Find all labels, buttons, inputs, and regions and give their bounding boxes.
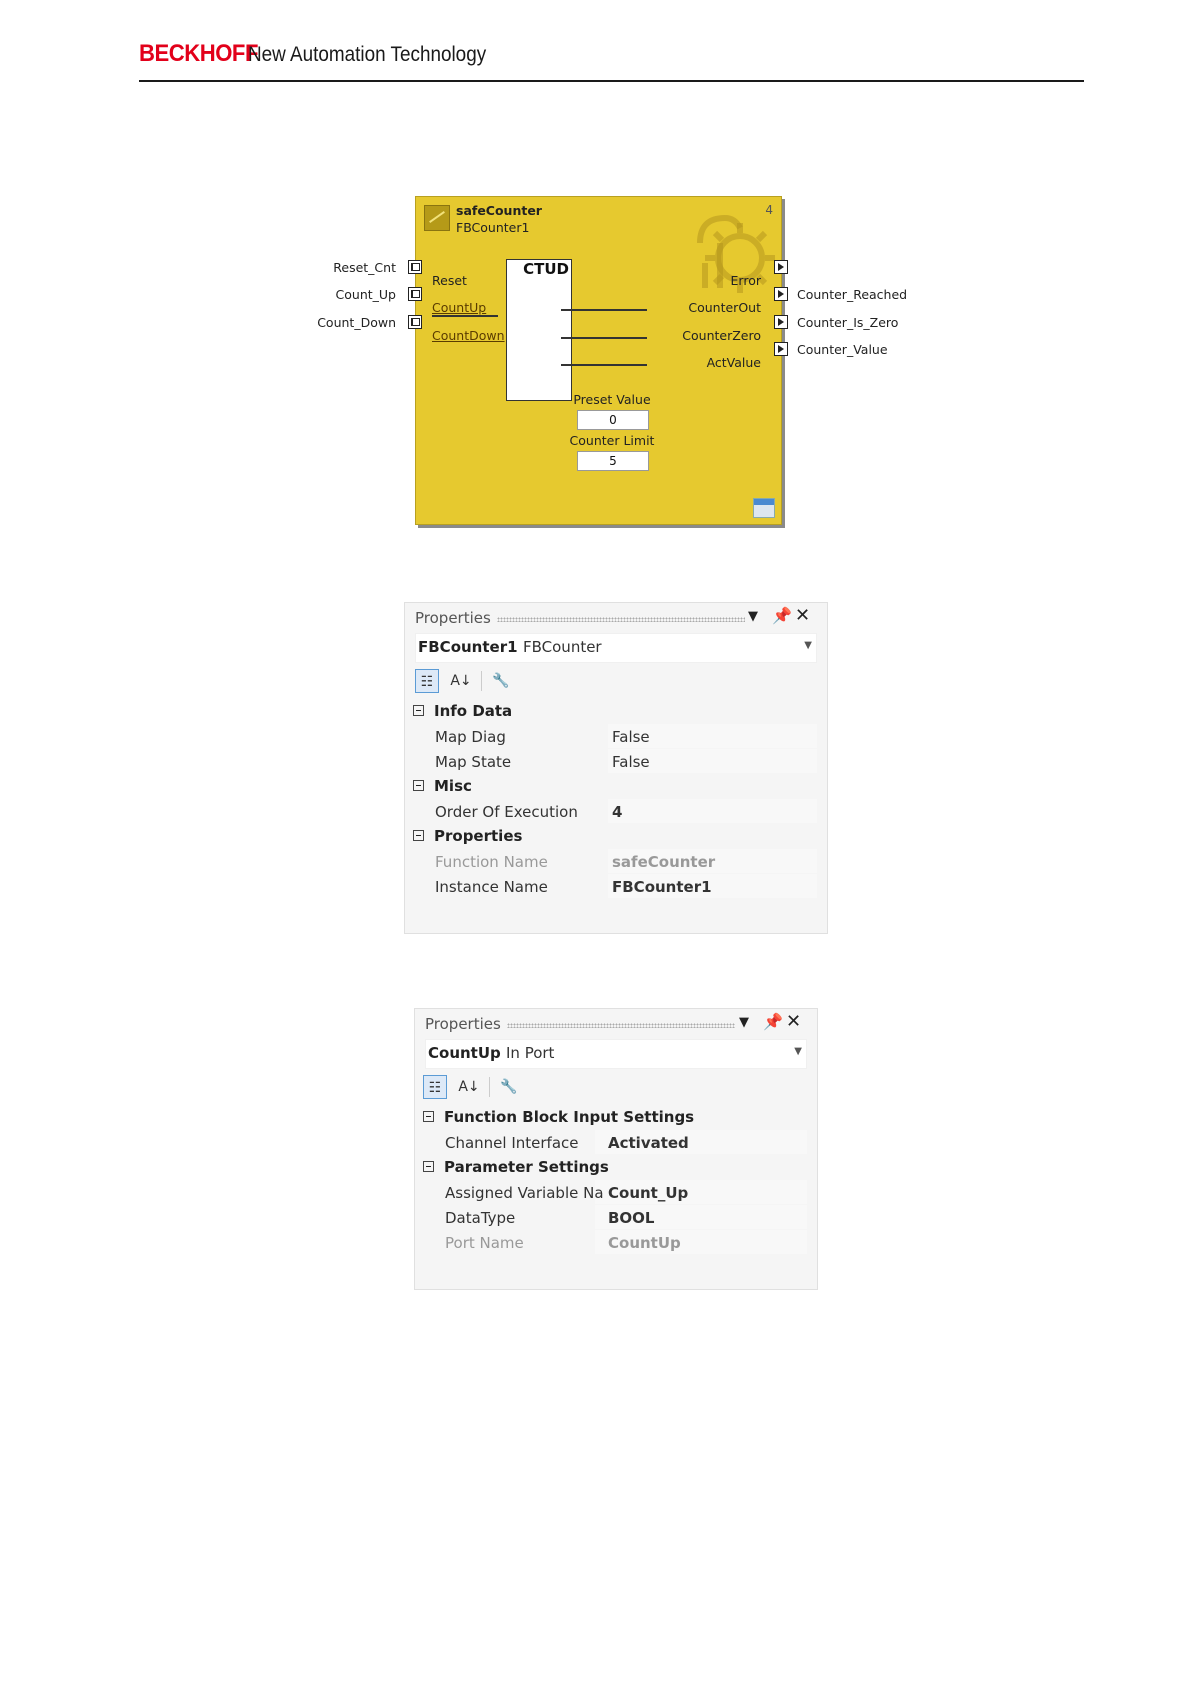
output-port-actvalue-label[interactable]: ActValue bbox=[706, 355, 761, 370]
dropdown-arrow-icon[interactable]: ▼ bbox=[739, 1015, 749, 1030]
category-function-block-input-settings[interactable] bbox=[415, 1105, 817, 1130]
property-row[interactable] bbox=[415, 1180, 817, 1205]
execution-order: 4 bbox=[765, 203, 773, 217]
alphabetical-sort-icon[interactable]: A↓ bbox=[458, 1079, 480, 1095]
property-value[interactable]: False bbox=[612, 753, 650, 771]
collapse-icon[interactable] bbox=[413, 705, 424, 716]
input-port-countup-label[interactable]: CountUp bbox=[432, 300, 487, 315]
property-pages-icon[interactable]: 🔧 bbox=[500, 1079, 518, 1095]
output-variable-counter-is-zero: Counter_Is_Zero bbox=[797, 315, 899, 330]
input-variable-reset-cnt: Reset_Cnt bbox=[333, 260, 396, 275]
function-block-diagram bbox=[300, 190, 920, 530]
property-label: Function Name bbox=[435, 853, 548, 871]
gear-watermark-icon bbox=[685, 203, 775, 303]
counterout-wire bbox=[561, 309, 647, 311]
counter-limit-label: Counter Limit bbox=[569, 433, 655, 448]
input-port-reset-icon[interactable] bbox=[408, 260, 422, 274]
object-type: FBCounter bbox=[523, 638, 602, 656]
collapse-icon[interactable] bbox=[413, 830, 424, 841]
collapse-icon[interactable] bbox=[423, 1111, 434, 1122]
object-name: CountUp bbox=[428, 1044, 501, 1062]
alphabetical-sort-icon[interactable]: A↓ bbox=[450, 673, 472, 689]
properties-title: Properties bbox=[425, 1015, 501, 1033]
brand-logo: BECKHOFF bbox=[139, 40, 258, 67]
property-row[interactable] bbox=[405, 799, 827, 824]
output-port-counterout-icon[interactable] bbox=[774, 287, 788, 301]
property-pages-icon[interactable]: 🔧 bbox=[492, 673, 510, 689]
close-icon[interactable]: ✕ bbox=[795, 605, 811, 626]
chevron-down-icon[interactable]: ▼ bbox=[794, 1046, 802, 1057]
object-selector[interactable] bbox=[425, 1039, 807, 1069]
property-value[interactable]: Count_Up bbox=[608, 1184, 689, 1202]
property-value: CountUp bbox=[608, 1234, 681, 1252]
input-variable-count-down: Count_Down bbox=[317, 315, 396, 330]
category-name: Info Data bbox=[434, 702, 513, 720]
drag-grip[interactable] bbox=[507, 1023, 735, 1028]
ctud-title: CTUD bbox=[523, 260, 569, 278]
properties-panel-countup bbox=[414, 1008, 818, 1290]
output-port-actvalue-icon[interactable] bbox=[774, 342, 788, 356]
toolbar-separator bbox=[481, 671, 482, 691]
categorized-view-icon[interactable]: ☷ bbox=[423, 1075, 447, 1099]
property-value[interactable]: 4 bbox=[612, 803, 623, 821]
property-row[interactable] bbox=[405, 724, 827, 749]
property-label: Map Diag bbox=[435, 728, 506, 746]
property-row[interactable] bbox=[415, 1205, 817, 1230]
property-label: Map State bbox=[435, 753, 512, 771]
property-value[interactable]: False bbox=[612, 728, 650, 746]
collapse-icon[interactable] bbox=[413, 780, 424, 791]
input-port-reset-label[interactable]: Reset bbox=[432, 273, 467, 288]
input-port-countdown-icon[interactable] bbox=[408, 315, 422, 329]
categorized-view-icon[interactable]: ☷ bbox=[415, 669, 439, 693]
category-name: Properties bbox=[434, 827, 523, 845]
object-selector[interactable] bbox=[415, 633, 817, 663]
counter-limit-field[interactable]: 5 bbox=[577, 451, 649, 471]
property-label: Port Name bbox=[445, 1234, 524, 1252]
dropdown-arrow-icon[interactable]: ▼ bbox=[748, 609, 758, 624]
property-label: Instance Name bbox=[435, 878, 548, 896]
category-name: Misc bbox=[434, 777, 472, 795]
object-type: In Port bbox=[506, 1044, 555, 1062]
ctud-block[interactable] bbox=[506, 259, 572, 401]
category-name: Parameter Settings bbox=[444, 1158, 609, 1176]
output-port-counterzero-icon[interactable] bbox=[774, 315, 788, 329]
property-label: DataType bbox=[445, 1209, 516, 1227]
property-row[interactable] bbox=[415, 1230, 817, 1255]
property-label: Channel Interface bbox=[445, 1134, 579, 1152]
properties-titlebar bbox=[405, 603, 827, 633]
collapse-icon[interactable] bbox=[423, 1161, 434, 1172]
object-name: FBCounter1 bbox=[418, 638, 518, 656]
drag-grip[interactable] bbox=[497, 617, 745, 622]
output-port-counterout-label[interactable]: CounterOut bbox=[688, 300, 761, 315]
function-block[interactable] bbox=[415, 196, 782, 525]
property-row[interactable] bbox=[405, 849, 827, 874]
properties-toolbar bbox=[415, 1069, 817, 1105]
property-value[interactable]: Activated bbox=[608, 1134, 689, 1152]
properties-toolbar bbox=[405, 663, 827, 699]
input-variable-count-up: Count_Up bbox=[335, 287, 396, 302]
category-parameter-settings[interactable] bbox=[415, 1155, 817, 1180]
countup-wire bbox=[432, 315, 498, 317]
output-port-error-icon[interactable] bbox=[774, 260, 788, 274]
counterzero-wire bbox=[561, 337, 647, 339]
properties-title: Properties bbox=[415, 609, 491, 627]
property-row[interactable] bbox=[405, 874, 827, 899]
category-properties[interactable] bbox=[405, 824, 827, 849]
resize-handle-icon[interactable] bbox=[753, 498, 775, 518]
pin-icon[interactable]: 📌 bbox=[772, 606, 792, 625]
category-info-data[interactable] bbox=[405, 699, 827, 724]
property-value[interactable]: FBCounter1 bbox=[612, 878, 712, 896]
preset-value-label: Preset Value bbox=[573, 392, 651, 407]
input-port-countup-icon[interactable] bbox=[408, 287, 422, 301]
chevron-down-icon[interactable]: ▼ bbox=[804, 640, 812, 651]
preset-value-field[interactable]: 0 bbox=[577, 410, 649, 430]
properties-titlebar bbox=[415, 1009, 817, 1039]
property-row[interactable] bbox=[405, 749, 827, 774]
close-icon[interactable]: ✕ bbox=[786, 1011, 802, 1032]
property-label: Order Of Execution bbox=[435, 803, 578, 821]
pin-icon[interactable]: 📌 bbox=[763, 1012, 783, 1031]
brand-tagline: New Automation Technology bbox=[248, 43, 487, 66]
function-block-icon bbox=[424, 205, 450, 231]
actvalue-wire bbox=[561, 364, 647, 366]
page-header bbox=[139, 38, 1084, 82]
category-misc[interactable] bbox=[405, 774, 827, 799]
instance-name: FBCounter1 bbox=[456, 220, 530, 235]
property-label: Assigned Variable Na bbox=[445, 1184, 604, 1202]
property-row[interactable] bbox=[415, 1130, 817, 1155]
function-name: safeCounter bbox=[456, 203, 542, 218]
properties-panel-fbcounter bbox=[404, 602, 828, 934]
output-variable-counter-value: Counter_Value bbox=[797, 342, 888, 357]
property-value: safeCounter bbox=[612, 853, 716, 871]
output-port-counterzero-label[interactable]: CounterZero bbox=[682, 328, 761, 343]
output-port-error-label[interactable]: Error bbox=[730, 273, 761, 288]
input-port-countdown-label[interactable]: CountDown bbox=[432, 328, 505, 343]
category-name: Function Block Input Settings bbox=[444, 1108, 695, 1126]
toolbar-separator bbox=[489, 1077, 490, 1097]
property-value[interactable]: BOOL bbox=[608, 1209, 655, 1227]
output-variable-counter-reached: Counter_Reached bbox=[797, 287, 908, 302]
